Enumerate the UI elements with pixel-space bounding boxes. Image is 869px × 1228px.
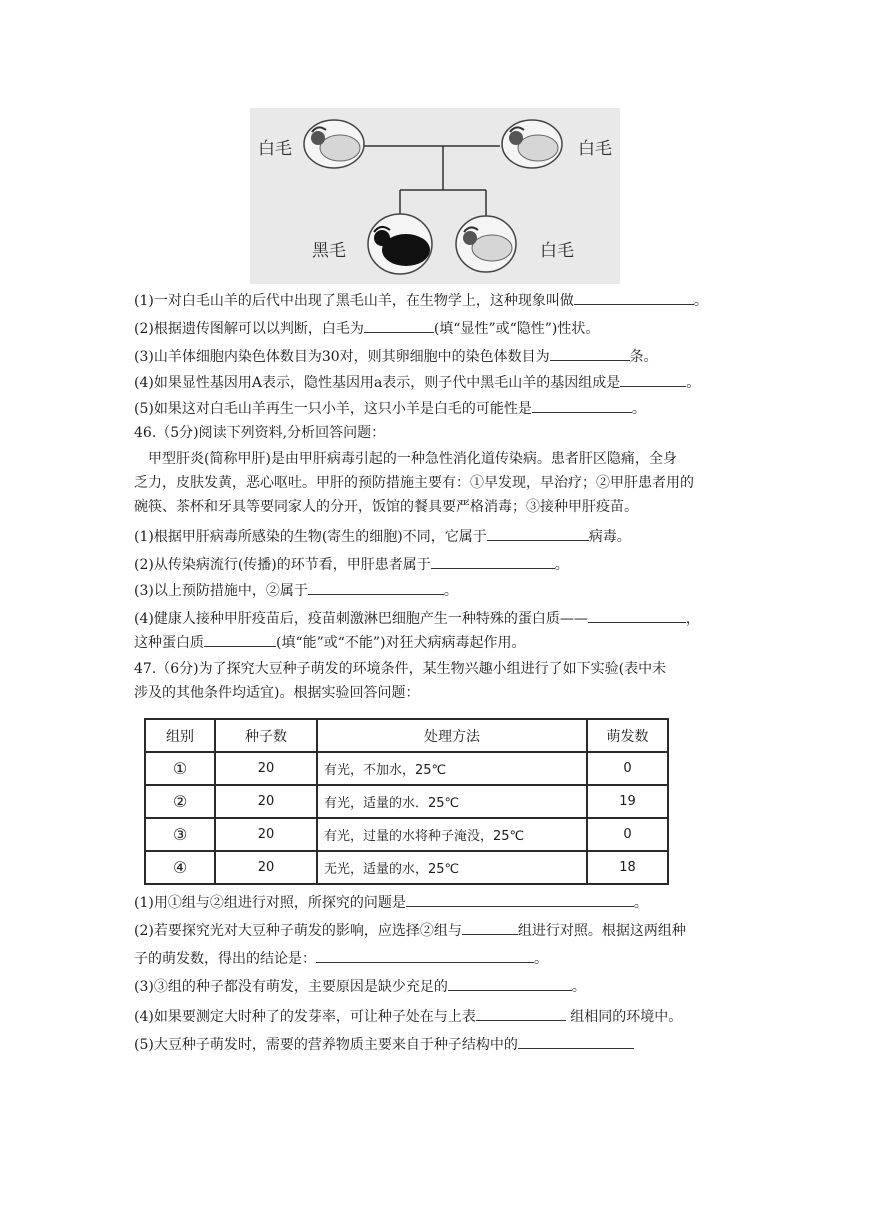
q45-item-3 [134,346,658,366]
q46-item-1 [134,526,631,546]
q45-answer-3[interactable] [550,346,630,361]
q46-item-4-cont-text: 这种蛋白质 [134,635,204,651]
q45-item-2-text: (2)根据遗传图解可以以判断，白毛为 [134,321,364,337]
cell-method: 有光，不加水，25℃ [317,752,587,785]
q47-item-2-cont-text: 子的萌发数，得出的结论是： [134,951,316,967]
q47-item-2-text: (2)若要探究光对大豆种子萌发的影响，应选择②组与 [134,923,462,939]
q47-item-2-text-b: 组进行对照。根据这两组种 [517,923,686,939]
q47-answer-4[interactable] [448,976,572,991]
q46-item-2 [134,554,569,574]
cell-group: ④ [145,851,215,884]
cell-germinated: 0 [587,818,668,851]
black-goat-child-icon [368,214,432,274]
q46-item-4-hint: (填“能”或“不能”)对狂犬病病毒起作用。 [276,635,526,651]
cell-seeds: 20 [215,851,317,884]
q47-item-3-end: 。 [571,979,586,995]
q45-answer-4[interactable] [620,372,686,387]
cell-group: ② [145,785,215,818]
q45-item-1-text: (1)一对白毛山羊的后代中出现了黑毛山羊，在生物学上，这种现象叫做 [134,293,574,309]
q47-item-4 [134,1006,682,1026]
q46-item-2-text: (2)从传染病流行(传播)的环节看，甲肝患者属于 [134,557,431,573]
q45-item-1 [134,290,708,310]
q46-item-4-cont [134,632,526,652]
cell-method: 无光，适量的水，25℃ [317,851,587,884]
header-germination-count: 萌发数 [587,719,668,752]
q45-answer-5[interactable] [532,398,632,413]
q46-heading: 46.（5分)阅读下列资料,分析回答问题： [134,425,386,441]
q45-item-3-unit: 条。 [629,349,658,365]
q46-item-4-text: (4)健康人接种甲肝疫苗后，疫苗刺激淋巴细胞产生一种特殊的蛋白质—— [134,611,588,627]
q47-item-1 [134,892,648,912]
q46-item-1-end: 病毒。 [588,529,631,545]
q45-answer-2[interactable] [364,318,434,333]
table-row [145,851,668,884]
label-parent-left: 白毛 [258,139,292,159]
q47-answer-6[interactable] [518,1034,634,1049]
q46-item-3-text: (3)以上预防措施中，②属于 [134,583,308,599]
header-seed-count: 种子数 [215,719,317,752]
q46-answer-2[interactable] [431,554,555,569]
white-goat-parent-right-icon [502,120,562,168]
q47-item-2-cont [134,948,548,968]
q47-answer-3[interactable] [316,948,534,963]
label-parent-right: 白毛 [578,139,612,159]
q45-item-5-text: (5)如果这对白毛山羊再生一只小羊，这只小羊是白毛的可能性是 [134,401,532,417]
header-group: 组别 [145,719,215,752]
cell-seeds: 20 [215,752,317,785]
cell-group: ① [145,752,215,785]
cell-group: ③ [145,818,215,851]
q45-item-1-end: 。 [693,293,708,309]
q47-item-1-text: (1)用①组与②组进行对照，所探究的问题是 [134,895,406,911]
q46-answer-3[interactable] [308,580,444,595]
q47-answer-1[interactable] [406,892,634,907]
q46-item-4 [134,608,700,628]
q46-paragraph-line-3: 碗筷、茶杯和牙具等要同家人的分开，饭馆的餐具要严格消毒；③接种甲肝疫苗。 [134,499,638,515]
q46-paragraph-line-2: 乏力，皮肤发黄，恶心呕吐。甲肝的预防措施主要有：①早发现，早治疗；②甲肝患者用的 [134,475,694,491]
header-treatment: 处理方法 [317,719,587,752]
q47-item-3-text: (3)③组的种子都没有萌发，主要原因是缺少充足的 [134,979,448,995]
q46-item-2-end: 。 [554,557,569,573]
inheritance-figure [250,108,620,284]
cell-germinated: 0 [587,752,668,785]
cell-germinated: 19 [587,785,668,818]
q46-item-3 [134,580,458,600]
q45-item-4 [134,372,700,392]
white-goat-child-icon [456,216,516,272]
q47-item-5-text: (5)大豆种子萌发时，需要的营养物质主要来自于种子结构中的 [134,1037,518,1053]
table-row [145,818,668,851]
table-row [145,785,668,818]
table-header-row [145,719,668,752]
q45-item-5-end: 。 [631,401,646,417]
q45-answer-1[interactable] [574,290,694,305]
q47-answer-5[interactable] [476,1006,566,1021]
q46-answer-1[interactable] [487,526,589,541]
q47-item-2-end: 。 [534,951,548,967]
white-goat-parent-left-icon [304,120,364,168]
q47-heading-line-2: 涉及的其他条件均适宜)。根据实验回答问题： [134,685,420,701]
q45-item-3-text: (3)山羊体细胞内染色体数目为30对，则其卵细胞中的染色体数目为 [134,349,550,365]
label-child-left: 黑毛 [312,241,346,261]
q45-item-2 [134,318,599,338]
q47-heading-line-1: 47.（6分)为了探究大豆种子萌发的环境条件，某生物兴趣小组进行了如下实验(表中未 [134,661,667,677]
q46-item-3-end: 。 [443,583,458,599]
table-row [145,752,668,785]
q47-item-3 [134,976,586,996]
label-child-right: 白毛 [540,241,574,261]
q46-item-1-text: (1)根据甲肝病毒所感染的生物(寄生的细胞)不同，它属于 [134,529,487,545]
q46-item-4-end: ， [685,611,700,627]
q46-paragraph-line-1: 甲型肝炎(简称甲肝)是由甲肝病毒引起的一种急性消化道传染病。患者肝区隐痛，全身 [148,451,677,467]
q47-item-2 [134,920,686,940]
q45-item-4-end: 。 [686,375,701,391]
q47-item-5 [134,1034,634,1054]
q47-item-4-text: (4)如果要测定大时种了的发芽率，可让种子处在与上表 [134,1009,476,1025]
q47-item-1-end: 。 [633,895,648,911]
q47-answer-2[interactable] [462,920,518,935]
q45-item-2-hint: (填“显性”或“隐性”)性状。 [433,321,600,337]
cell-seeds: 20 [215,785,317,818]
cell-seeds: 20 [215,818,317,851]
q45-item-5 [134,398,646,418]
q46-answer-4[interactable] [588,608,686,623]
cell-method: 有光，适量的水．25℃ [317,785,587,818]
cell-method: 有光，过量的水将种子淹没，25℃ [317,818,587,851]
q46-answer-5[interactable] [204,632,276,647]
q45-item-4-text: (4)如果显性基因用A表示，隐性基因用a表示，则子代中黑毛山羊的基因组成是 [134,375,621,391]
cell-germinated: 18 [587,851,668,884]
experiment-table [144,718,669,885]
q47-item-4-text-b: 组相同的环境中。 [570,1009,683,1025]
